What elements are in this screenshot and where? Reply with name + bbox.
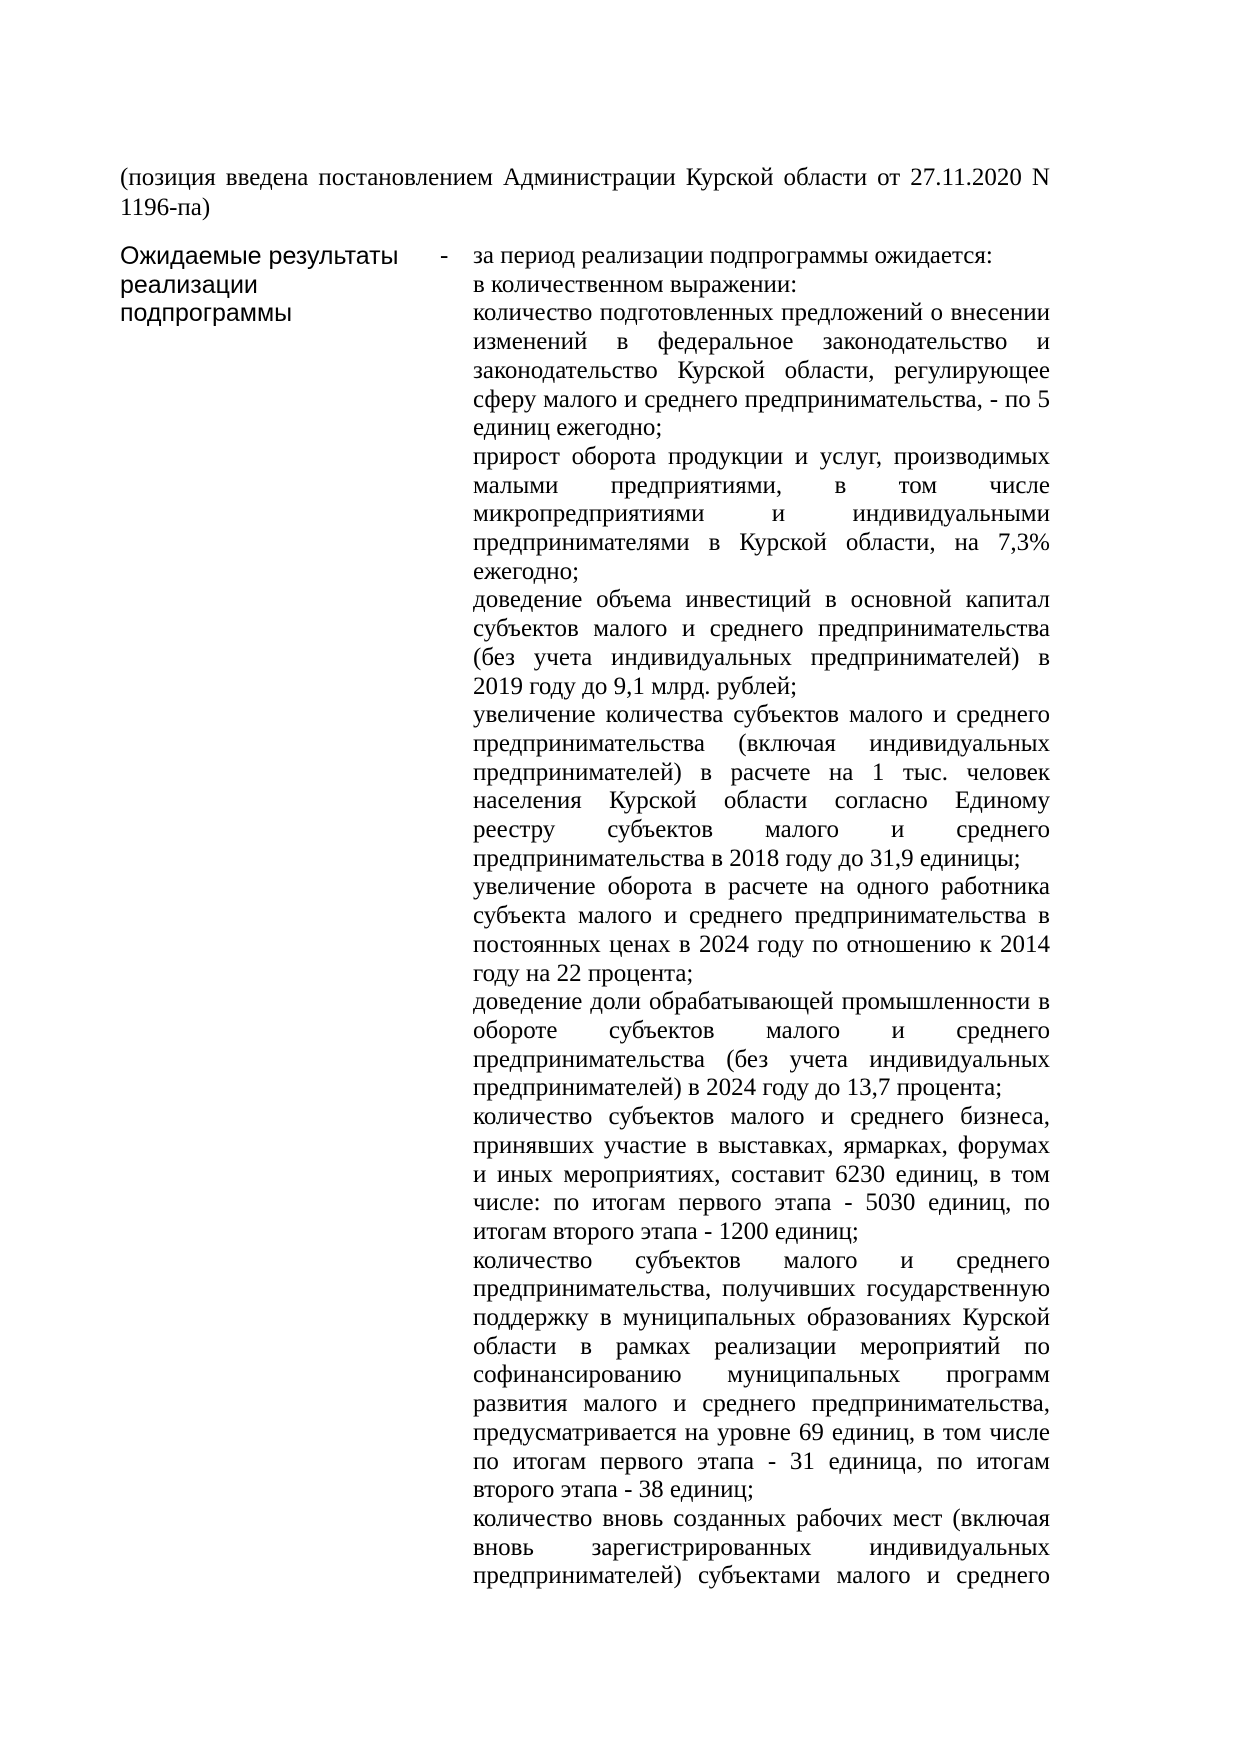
result-paragraph: в количественном выражении: <box>473 270 798 298</box>
result-paragraph: доведение объема инвестиций в основной капитал субъектов малого и среднего предпринимательства (без учета индивидуальных предпринимателей) в 2019 году до 9,1 млрд. рублей; <box>473 586 1050 700</box>
result-paragraph: доведение доли обрабатывающей промышленности в обороте субъектов малого и среднего предпринимательства (без учета индивидуальных предпринимателей) в 2024 году до 13,7 процента; <box>473 988 1050 1102</box>
result-paragraph-final: количество вновь созданных рабочих мест (включая вновь зарегистрированных индивидуальных предпринимателей) субъектами малого и среднего <box>473 1504 1050 1590</box>
result-paragraph: увеличение количества субъектов малого и среднего предпринимательства (включая индивидуальных предпринимателей) в расчете на 1 тыс. человек населения Курской области согласно Единому реестру субъектов малого и среднего предпринимательства в 2018 году до 31,9 единицы; <box>473 701 1050 872</box>
result-paragraph: количество субъектов малого и среднего предпринимательства, получивших государственную поддержку в муниципальных образованиях Курской области в рамках реализации мероприятий по софинансированию муниципальных программ развития малого и среднего предпринимательства, предусматривается на уровне 69 единиц, в том числе по итогам первого этапа - 31 единица, по итогам второго этапа - 38 единиц; <box>473 1246 1050 1504</box>
row-dash: - <box>440 242 449 269</box>
row-content <box>473 242 1050 1591</box>
result-paragraph: увеличение оборота в расчете на одного работника субъекта малого и среднего предпринимательства в постоянных ценах в 2024 году по отношению к 2014 году на 22 процента; <box>473 873 1050 987</box>
row-label: Ожидаемые результаты реализации подпрограммы <box>120 242 399 328</box>
result-paragraph: количество субъектов малого и среднего бизнеса, принявших участие в выставках, ярмарках, форумах и иных мероприятиях, составит 6230 единиц, в том числе: по итогам первого этапа - 5030 единиц, по итогам второго этапа - 1200 единиц; <box>473 1103 1050 1245</box>
amendment-note: (позиция введена постановлением Администрации Курской области от 27.11.2020 N 1196-па) <box>120 164 1050 221</box>
result-paragraph: количество подготовленных предложений о внесении изменений в федеральное законодательство и законодательство Курской области, регулирующее сферу малого и среднего предпринимательства, - по 5 единиц ежегодно; <box>473 299 1050 442</box>
result-paragraph: за период реализации подпрограммы ожидается: <box>473 242 993 269</box>
result-paragraph: прирост оборота продукции и услуг, производимых малыми предприятиями, в том числе микропредприятиями и индивидуальными предпринимателями в Курской области, на 7,3% ежегодно; <box>473 442 1050 585</box>
